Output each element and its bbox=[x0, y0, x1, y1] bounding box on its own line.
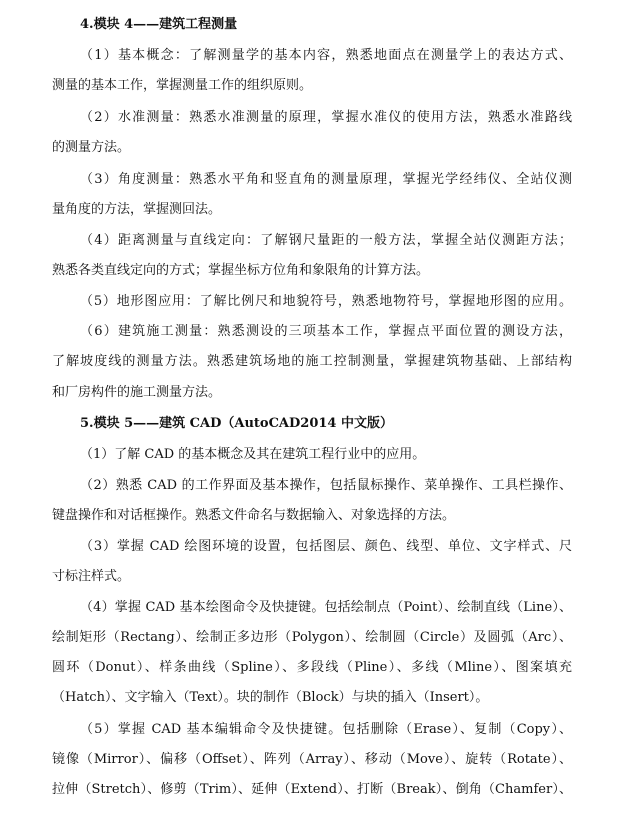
paragraph-line: 了解坡度线的测量方法。熟悉建筑场地的施工控制测量，掌握建筑物基础、上部结构 bbox=[52, 354, 572, 369]
paragraph-line: 键盘操作和对话框操作。熟悉文件命名与数据输入、对象选择的方法。 bbox=[52, 508, 456, 523]
paragraph-line: 拉伸（Stretch）、修剪（Trim）、延伸（Extend）、打断（Break）、倒角（Chamfer）、 bbox=[52, 782, 572, 797]
paragraph-line: （3）掌握 CAD 绘图环境的设置，包括图层、颜色、线型、单位、文字样式、尺 bbox=[80, 539, 572, 554]
paragraph-line: （5）掌握 CAD 基本编辑命令及快捷键。包括删除（Erase）、复制（Copy）、 bbox=[80, 722, 572, 737]
paragraph-line: （Hatch）、文字输入（Text）。块的制作（Block）与块的插入（Insert）。 bbox=[52, 690, 489, 705]
paragraph-line: 镜像（Mirror）、偏移（Offset）、阵列（Array）、移动（Move）、旋转（Rotate）、 bbox=[52, 752, 572, 767]
paragraph-line: 寸标注样式。 bbox=[52, 569, 131, 584]
paragraph-line: （4）掌握 CAD 基本绘图命令及快捷键。包括绘制点（Point）、绘制直线（Line）、 bbox=[80, 600, 572, 615]
paragraph-line: 绘制矩形（Rectang）、绘制正多边形（Polygon）、绘制圆（Circle）及圆弧（Arc）、 bbox=[52, 630, 572, 645]
module-5-heading: 5.模块 5——建筑 CAD（AutoCAD2014 中文版） bbox=[80, 416, 394, 431]
paragraph-line: （3）角度测量：熟悉水平角和竖直角的测量原理，掌握光学经纬仪、全站仪测 bbox=[80, 172, 572, 187]
paragraph-line: （5）地形图应用：了解比例尺和地貌符号，熟悉地物符号，掌握地形图的应用。 bbox=[80, 294, 572, 309]
module-4-heading: 4.模块 4——建筑工程测量 bbox=[80, 17, 238, 32]
paragraph-line: （2）水准测量：熟悉水准测量的原理，掌握水准仪的使用方法，熟悉水准路线 bbox=[80, 110, 572, 125]
paragraph-line: （1）基本概念：了解测量学的基本内容，熟悉地面点在测量学上的表达方式、 bbox=[80, 48, 572, 63]
paragraph-line: （6）建筑施工测量：熟悉测设的三项基本工作，掌握点平面位置的测设方法， bbox=[80, 324, 572, 339]
paragraph-line: （2）熟悉 CAD 的工作界面及基本操作，包括鼠标操作、菜单操作、工具栏操作、 bbox=[80, 478, 572, 493]
paragraph-line: 的测量方法。 bbox=[52, 140, 131, 155]
paragraph-line: 测量的基本工作，掌握测量工作的组织原则。 bbox=[52, 78, 313, 93]
paragraph-line: 圆环（Donut）、样条曲线（Spline）、多段线（Pline）、多线（Mline）、图案填充 bbox=[52, 660, 572, 675]
paragraph-line: 量角度的方法，掌握测回法。 bbox=[52, 202, 222, 217]
paragraph-line: 和厂房构件的施工测量方法。 bbox=[52, 385, 222, 400]
paragraph-line: 熟悉各类直线定向的方式；掌握坐标方位角和象限角的计算方法。 bbox=[52, 263, 430, 278]
paragraph-line: （4）距离测量与直线定向：了解钢尺量距的一般方法，掌握全站仪测距方法； bbox=[80, 233, 572, 248]
paragraph-line: （1）了解 CAD 的基本概念及其在建筑工程行业中的应用。 bbox=[80, 447, 426, 462]
